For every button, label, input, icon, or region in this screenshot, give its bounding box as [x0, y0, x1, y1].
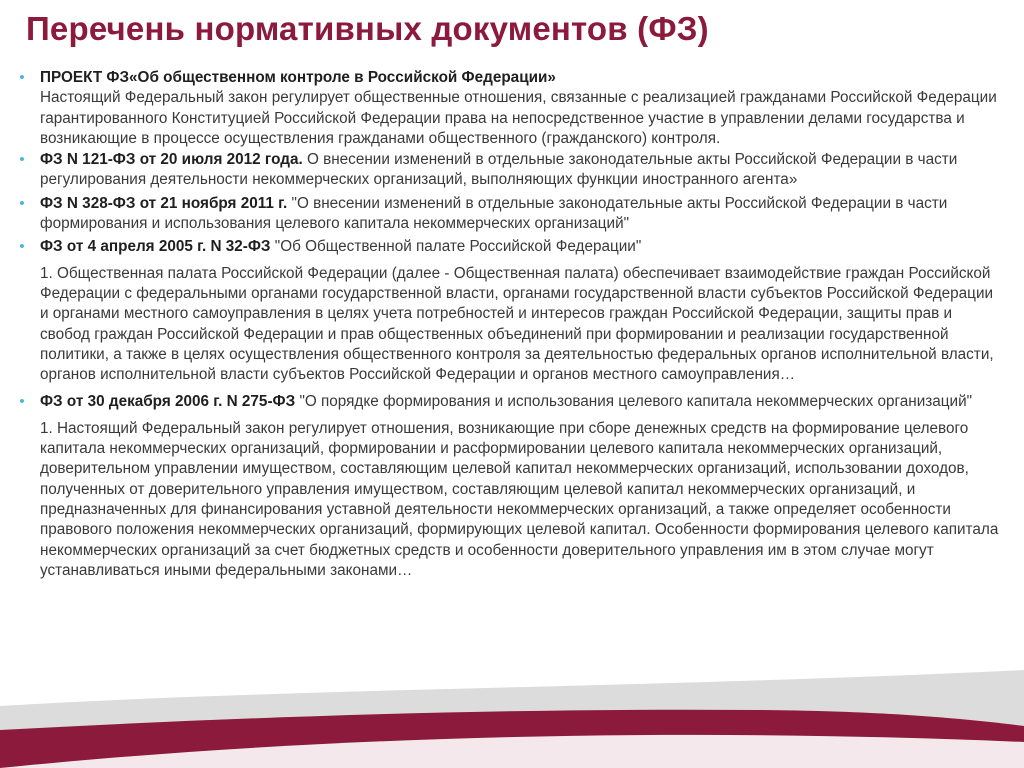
bullet-dot-icon: •	[19, 151, 25, 169]
item-description: "О порядке формирования и использования целевого капитала некоммерческих организаций"	[299, 393, 973, 411]
item-heading: ПРОЕКТ ФЗ«Об общественном контроле в Российской Федерации»	[40, 69, 556, 86]
item-heading: ФЗ N 121-ФЗ от 20 июля 2012 года.	[40, 151, 303, 169]
item-heading: ФЗ от 30 декабря 2006 г. N 275-ФЗ	[40, 393, 296, 411]
bullet-dot-icon: •	[19, 194, 25, 212]
list-item	[12, 194, 1002, 235]
footer-wave-decoration	[0, 668, 1024, 768]
document-list	[12, 68, 1002, 581]
item-description: "О внесении изменений в отдельные законодательные акты Российской Федерации в части формирования и использования целевого капитала некоммерческих организаций"	[40, 194, 948, 233]
item-description: "Об Общественной палате Российской Федерации"	[274, 238, 642, 256]
slide-title: Перечень нормативных документов (ФЗ)	[26, 10, 709, 47]
list-item	[12, 237, 1002, 257]
bullet-dot-icon: •	[19, 238, 25, 256]
bullet-dot-icon: •	[19, 69, 25, 86]
item-paragraph: 1. Настоящий Федеральный закон регулирует отношения, возникающие при сборе денежных средств на формирование целевого капитала некоммерческих организаций, формировании и расформировании целевого капитала некоммерческих организаций, доверительном управлении имуществом, составляющим целевой капитал некоммерческих организаций, использовании доходов, полученных от доверительного управления имуществом, составляющим целевой капитал некоммерческих организаций, и предназначенных для финансирования уставной деятельности некоммерческих организаций, а также определяет особенности правового положения некоммерческих организаций, формирующих целевой капитал. Особенности формирования целевого капитала некоммерческих организаций за счет бюджетных средств и особенности доверительного управления им в этом случае могут устанавливаться иными федеральными законами…	[40, 419, 999, 579]
item-paragraph: 1. Общественная палата Российской Федерации (далее - Общественная палата) обеспечивает взаимодействие граждан Российской Федерации с федеральными органами государственной власти, органами государственной власти субъектов Российской Федерации и органами местного самоуправления в целях учета потребностей и интересов граждан Российской Федерации, защиты прав и свобод граждан Российской Федерации и прав общественных объединений при формировании и реализации государственной политики, а также в целях осуществления общественного контроля за деятельностью федеральных органов исполнительной власти, органов исполнительной власти субъектов Российской Федерации и органов местного самоуправления…	[40, 264, 994, 384]
item-description: О внесении изменений в отдельные законодательные акты Российской Федерации в части регулирования деятельности некоммерческих организаций, выполняющих функции иностранного агента»	[40, 151, 958, 189]
list-item	[12, 150, 1002, 191]
list-item	[12, 392, 1002, 412]
bullet-dot-icon: •	[19, 393, 25, 411]
item-heading: ФЗ от 4 апреля 2005 г. N 32-ФЗ	[40, 238, 271, 256]
item-heading: ФЗ N 328-ФЗ от 21 ноября 2011 г.	[40, 194, 288, 212]
list-item	[12, 68, 1002, 88]
item-paragraph: Настоящий Федеральный закон регулирует общественные отношения, связанные с реализацией гражданами Российской Федерации гарантированного Конституцией Российской Федерации права на непосредственное участие в управлении делами государства и возникающие в процессе осуществления гражданами общественного (гражданского) контроля.	[40, 89, 997, 147]
